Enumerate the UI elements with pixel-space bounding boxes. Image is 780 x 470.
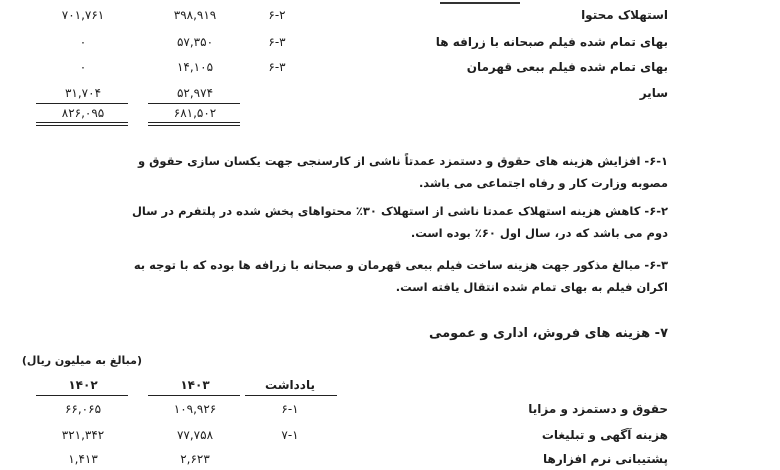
- table-row-1402: ۱,۴۱۳: [68, 452, 98, 466]
- table-row-note: ۶-۳: [268, 60, 286, 74]
- total-1402: ۸۲۶,۰۹۵: [61, 106, 105, 120]
- total-double-rule: [148, 125, 240, 126]
- table-row-note: ۶-۳: [268, 35, 286, 49]
- table-row-1403: ۵۲,۹۷۴: [176, 86, 214, 100]
- table-row-1402: ۳۱,۷۰۴: [64, 86, 102, 100]
- table-row-1403: ۷۷,۷۵۸: [176, 428, 214, 442]
- table-row-label: هزینه آگهی و تبلیغات: [541, 428, 668, 442]
- table-row-note: ۶-۲: [268, 8, 286, 22]
- header-rule: [36, 395, 128, 396]
- note-6-3: ۶-۳- مبالغ مذکور جهت هزینه ساخت فیلم ببعی قهرمان و صبحانه با زرافه ها بوده که با توجه به اکران فیلم به بهای تمام شده انتقال یافته است.: [133, 258, 668, 294]
- top-cutoff-heading: [440, 0, 520, 4]
- subtotal-rule: [148, 103, 240, 104]
- table-row-1402: ۶۶,۰۶۵: [64, 402, 102, 416]
- table-row-label: بهای تمام شده فیلم صبحانه با زرافه ها: [435, 35, 668, 49]
- table-row-note: ۶-۱: [281, 402, 299, 416]
- table-row-1402: ۰: [79, 60, 87, 74]
- table-row-label: استهلاک محتوا: [581, 8, 668, 22]
- total-1403: ۶۸۱,۵۰۲: [173, 106, 217, 120]
- total-double-rule: [148, 122, 240, 123]
- table-row-1403: ۲,۶۲۳: [180, 452, 210, 466]
- table-row-1403: ۳۹۸,۹۱۹: [173, 8, 217, 22]
- unit-caption: (مبالغ به میلیون ریال): [21, 354, 142, 367]
- header-1403: ۱۴۰۳: [180, 378, 210, 392]
- header-rule: [148, 395, 240, 396]
- table-row-label: بهای تمام شده فیلم ببعی قهرمان: [466, 60, 668, 74]
- header-rule: [245, 395, 337, 396]
- table-row-1403: ۱۴,۱۰۵: [176, 60, 214, 74]
- total-double-rule: [36, 125, 128, 126]
- table-row-1402: ۷۰۱,۷۶۱: [61, 8, 105, 22]
- table-row-note: ۷-۱: [281, 428, 299, 442]
- table-row-label: سایر: [639, 86, 668, 100]
- table-row-label: حقوق و دستمزد و مزایا: [528, 402, 668, 416]
- header-1402: ۱۴۰۲: [68, 378, 98, 392]
- table-row-1402: ۰: [79, 35, 87, 49]
- table-row-label: پشتیبانی نرم افزارها: [543, 452, 668, 466]
- table-row-1403: ۱۰۹,۹۲۶: [173, 402, 217, 416]
- note-6-1: ۶-۱- افزایش هزینه های حقوق و دستمزد عمدتاً ناشی از کارسنجی جهت یکسان سازی حقوق و مصوبه وزارت کار و رفاه اجتماعی می باشد.: [137, 154, 668, 190]
- table-row-1403: ۵۷,۳۵۰: [176, 35, 214, 49]
- subtotal-rule: [36, 103, 128, 104]
- table-row-1402: ۳۲۱,۳۴۲: [61, 428, 105, 442]
- total-double-rule: [36, 122, 128, 123]
- note-6-2: ۶-۲- کاهش هزینه استهلاک عمدتا ناشی از استهلاک ۳۰٪ محتواهای پخش شده در پلتفرم در سال دوم می باشد که در، سال اول ۶۰٪ بوده است.: [131, 204, 668, 240]
- section-title: ۷- هزینه های فروش، اداری و عمومی: [428, 326, 668, 341]
- header-note: یادداشت: [265, 378, 315, 392]
